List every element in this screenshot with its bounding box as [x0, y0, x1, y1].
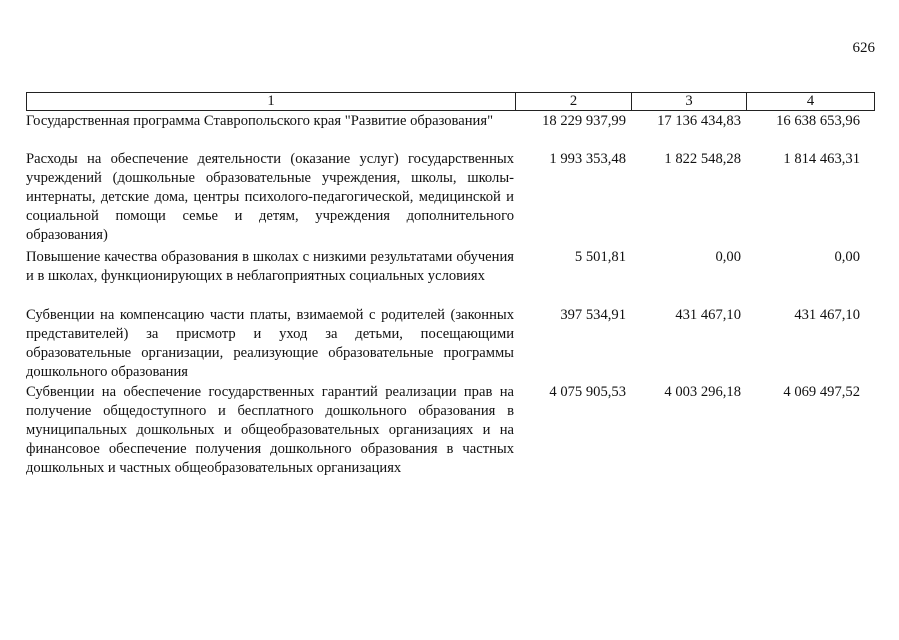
row-value-4: 16 638 653,96 — [776, 113, 860, 129]
row-value-2: 5 501,81 — [574, 249, 626, 265]
header-col-2: 2 — [515, 93, 631, 110]
table-header — [26, 92, 875, 111]
row-value-3: 0,00 — [715, 249, 741, 265]
table-row — [26, 306, 873, 382]
header-col-3: 3 — [631, 93, 746, 110]
table-row — [26, 248, 873, 286]
row-value-4: 0,00 — [834, 249, 860, 265]
row-value-4: 1 814 463,31 — [783, 151, 860, 167]
table-row — [26, 150, 873, 245]
row-value-3: 431 467,10 — [675, 307, 741, 323]
row-value-2: 4 075 905,53 — [549, 384, 626, 400]
row-value-3: 1 822 548,28 — [664, 151, 741, 167]
row-value-3: 4 003 296,18 — [664, 384, 741, 400]
row-value-4: 431 467,10 — [794, 307, 860, 323]
table-row — [26, 112, 873, 131]
row-description: Субвенции на обеспечение государственных гарантий реализации прав на получение общедоступного и бесплатного дошкольного образования в муниципальных дошкольных и общеобразовательных организациях и на финансовое обеспечение получения дошкольного образования в частных дошкольных и частных общеобразовательных организациях — [26, 384, 514, 476]
table-row — [26, 383, 873, 478]
row-value-3: 17 136 434,83 — [657, 113, 741, 129]
header-col-1: 1 — [267, 93, 275, 109]
row-value-4: 4 069 497,52 — [783, 384, 860, 400]
row-value-2: 18 229 937,99 — [542, 113, 626, 129]
row-description: Повышение качества образования в школах с низкими результатами обучения и в школах, функционирующих в неблагоприятных социальных условиях — [26, 249, 514, 284]
row-description: Расходы на обеспечение деятельности (оказание услуг) государственных учреждений (дошкольные образовательные учреждения, школы, школы-интернаты, детские дома, центры психолого-педагогической, медицинской и социальной помощи семье и детям, учреждения дополнительного образования) — [26, 151, 514, 243]
row-description: Субвенции на компенсацию части платы, взимаемой с родителей (законных представителей) за присмотр и уход за детьми, посещающими образовательные организации, реализующие образовательные программы дошкольного образования — [26, 307, 514, 380]
row-description: Государственная программа Ставропольского края "Развитие образования" — [26, 113, 494, 129]
page-number: 626 — [852, 40, 875, 56]
row-value-2: 397 534,91 — [560, 307, 626, 323]
header-col-4: 4 — [746, 93, 874, 110]
row-value-2: 1 993 353,48 — [549, 151, 626, 167]
